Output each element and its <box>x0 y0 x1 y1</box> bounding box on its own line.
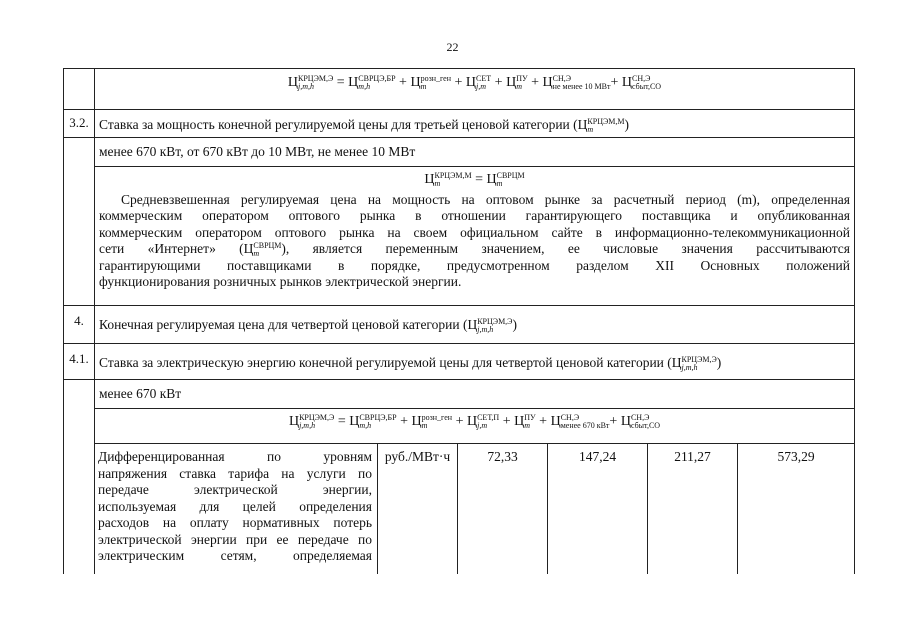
tariff-unit: руб./МВт·ч <box>384 449 451 464</box>
row-number-3-2: 3.2. <box>69 115 89 130</box>
row-4-title: Конечная регулируемая цена для четвертой ценовой категории (Ц КРЦЭМ,Э j,m,h ) <box>99 316 517 334</box>
formula-row-3: Ц КРЦЭМ,Э j,m,h = Ц СВРЦЭ,БР m,h + Ц розн_ген m + Ц СЕТ,П j,m + Ц ПУ m + Ц СН,Э менее 670 кВт + Ц СН,Э сбыт,СО <box>288 413 661 430</box>
row-4-1-range: менее 670 кВт <box>99 386 182 401</box>
row-3-2-title: Ставка за мощность конечной регулируемой цены для третьей ценовой категории (Ц КРЦЭМ,М m ) <box>99 116 629 134</box>
tariff-table <box>63 68 855 574</box>
row-3-2-range: менее 670 кВт, от 670 кВт до 10 МВт, не менее 10 МВт <box>99 144 416 159</box>
tariff-value-3: 211,27 <box>674 449 711 464</box>
row-4-1-title: Ставка за электрическую энергию конечной регулируемой цены для четвертой ценовой категории (Ц КРЦЭМ,Э j,m,h ) <box>99 354 722 372</box>
tariff-value-2: 147,24 <box>578 449 617 464</box>
tariff-row <box>94 443 854 574</box>
formula-row-2: Ц КРЦЭМ,М m = Ц СВРЦМ m <box>424 171 525 188</box>
row-number-4-1: 4.1. <box>69 351 89 366</box>
tariff-value-4: 573,29 <box>777 449 815 464</box>
tariff-value-1: 72,33 <box>487 449 518 464</box>
row-number-4: 4. <box>74 313 84 328</box>
tariff-description: Дифференцированная по уровням напряжения ставка тарифа на услуги по передаче электрической энергии, используемая для целей определения расходов на оплату нормативных потерь электрической энергии при ее передаче по электрическим сетям, определяемая <box>98 449 372 563</box>
paragraph-description: Средневзвешенная регулируемая цена на мощность на оптовом рынке за расчетный период (m), определенная коммерческим оператором оптового рынка в отношении гарантирующего поставщика и опубликованная коммерческим оператором оптового рынка на своем официальном сайте в информационно-телекоммуникационной сети «Интернет» (Ц СВРЦМ m ), является переменным значением, ее числовые значения рассчитываются гарантирующими поставщиками в порядке, предусмотренном разделом XII Основных положений функционирования розничных рынков электрической энергии. <box>99 192 850 290</box>
page-number: 22 <box>446 40 459 54</box>
formula-row-1: Ц КРЦЭМ,Э j,m,h = Ц СВРЦЭ,БР m,h + Ц розн_ген m + Ц СЕТ j,m + Ц ПУ m + Ц СН,Э не менее 10 МВт + Ц СН,Э сбыт,СО <box>287 74 662 91</box>
